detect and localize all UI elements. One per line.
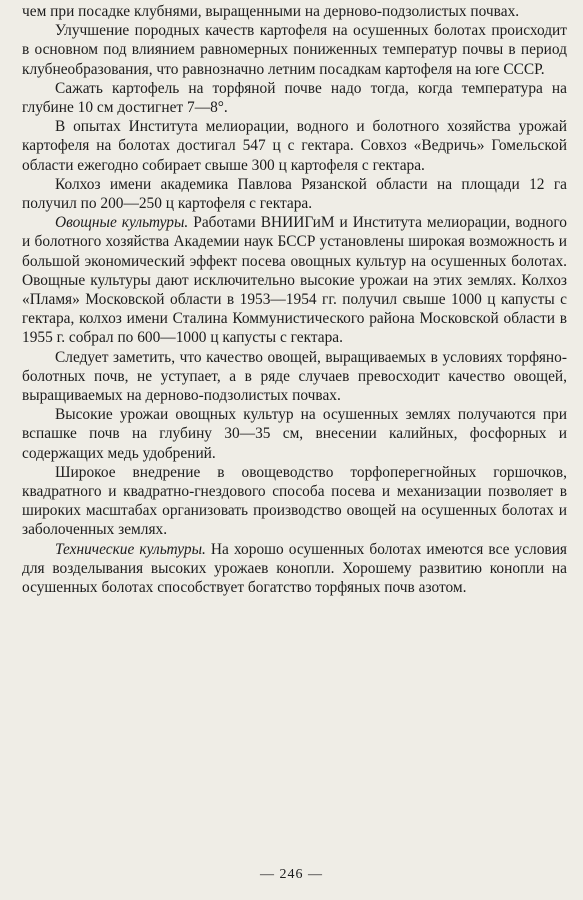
paragraph-3 <box>22 79 567 117</box>
section-lead-vegetables: Овощные культуры. <box>55 214 189 232</box>
paragraph-6 <box>22 213 567 347</box>
paragraph-10 <box>22 540 567 598</box>
paragraph-text: Сажать картофель на торфяной почве надо тогда, когда температура на глубине 10 см достигнет 7—8°. <box>22 79 567 117</box>
paragraph-text: На хорошо осушенных болотах имеются все условия для возделывания высоких урожаев конопли. Хорошему развитию конопли на осушенных болотах способствует богатство торфяных почв азотом. <box>22 540 568 597</box>
paragraph-text: Работами ВНИИГиМ и Института мелиорации, водного и болотного хозяйства Академии наук БССР установлены широкая возможность и большой экономический эффект посева овощных культур на осушенных болотах. Овощные культуры дают исключительно высокие урожаи на этих землях. Колхоз «Пламя» Московской области в 1953—1954 гг. получил свыше 1000 ц капусты с гектара, колхоз имени Сталина Коммунистического района Московской области в 1955 г. собрал по 600—1000 ц капусты с гектара. <box>22 214 567 347</box>
paragraph-8 <box>22 405 567 463</box>
paragraph-7 <box>22 348 567 406</box>
paragraph-1 <box>22 2 567 21</box>
paragraph-text: чем при посадке клубнями, выращенными на дерново-подзолистых почвах. <box>22 3 520 20</box>
paragraph-text: Колхоз имени академика Павлова Рязанской области на площади 12 га получил по 200—250 ц картофеля с гектара. <box>22 175 567 213</box>
paragraph-5 <box>22 175 567 213</box>
page-number: — 246 — <box>260 867 323 882</box>
paragraph-text: В опытах Института мелиорации, водного и болотного хозяйства урожай картофеля на болотах достигал 547 ц с гектара. Совхоз «Ведричь» Гомельской области ежегодно собирает свыше 300 ц картофеля с гектара. <box>22 118 567 174</box>
section-lead-technical: Технические культуры. <box>55 540 206 558</box>
paragraph-2 <box>22 21 567 79</box>
paragraph-4 <box>22 117 567 175</box>
page-body <box>22 2 567 597</box>
paragraph-text: Следует заметить, что качество овощей, выращиваемых в условиях торфяно-болотных почв, не уступает, а в ряде случаев превосходит качество овощей, выращиваемых на дерново-подзолистых почвах. <box>22 348 567 405</box>
paragraph-text: Высокие урожаи овощных культур на осушенных землях получаются при вспашке почв на глубину 30—35 см, внесении калийных, фосфорных и содержащих медь удобрений. <box>22 406 567 462</box>
paragraph-text: Улучшение породных качеств картофеля на осушенных болотах происходит в основном под влиянием равномерных пониженных температур почвы в период клубнеобразования, что равнозначно летним посадкам картофеля на юге СССР. <box>22 22 567 78</box>
paragraph-text: Широкое внедрение в овощеводство торфоперегнойных горшочков, квадратного и квадратно-гнездового способа посева и механизации позволяет в широких масштабах организовать производство овощей на осушенных болотах и заболоченных землях. <box>22 463 567 539</box>
paragraph-9 <box>22 463 567 540</box>
